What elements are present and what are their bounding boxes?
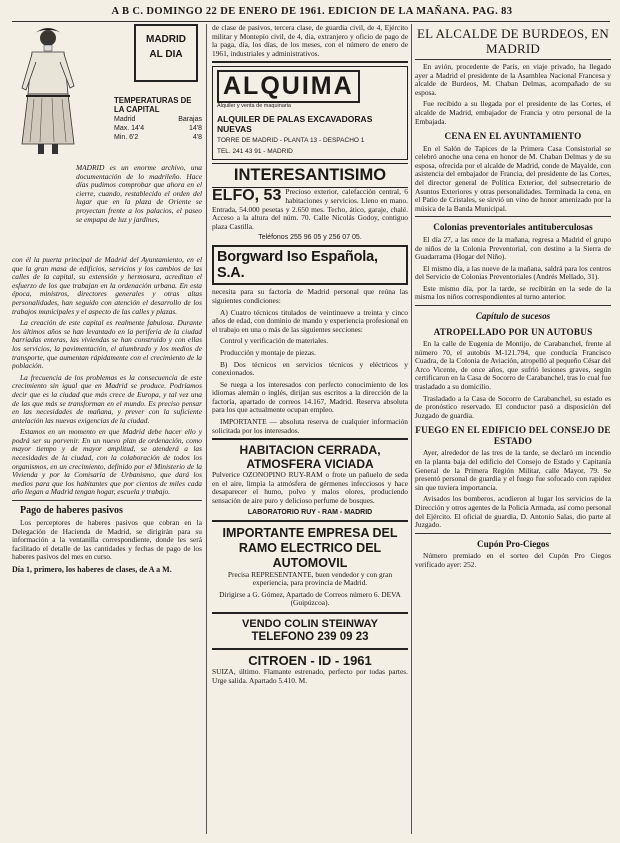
article-paragraph: La frecuencia de los problemas es la consecuencia de este crecimiento sin igual que en Madrid se produce. Podríamos decir que es la ciudad que más crece de Europa, y tal vez una de las que más se transforman en el mundo. Es preciso pensar en las necesidades de mañana, y prever con la suficiente antelación las nuevas exigencias de la ciudad. <box>12 372 202 425</box>
column-divider-1 <box>206 24 207 834</box>
interesantisimo-headline: INTERESANTISIMO <box>212 163 408 188</box>
article-paragraph: Ayer, alrededor de las tres de la tarde, se declaró un incendio en la planta baja del edificio del Consejo de Estado y Capitanía General de la Primera Región Militar, calle Mayor, 79. Se presentó personal de guardia y el fuego fue sofocado con rapidez sin que tuviera importancia. <box>415 448 611 492</box>
ad-paragraph: SUIZA, último. Flamante estrenado, perfecto por todas partes. Urge salida. Apartado 5.410. M. <box>212 667 408 685</box>
laboratory-name: LABORATORIO RUY - RAM - MADRID <box>247 508 373 516</box>
article-paragraph: de clase de pasivos, tercera clase, de guardia civil, de 4, Ejército militar y Montepío civil, de 4, dia, extranjero y oficio de pago de la paga, día, los días, de los meses, con el número de enero de 1961, industriales y administrativos. <box>212 24 408 58</box>
alquima-logo: ALQUIMA <box>217 70 360 103</box>
elfo-address: ELFO, 53 <box>212 187 282 205</box>
header-rule <box>12 21 610 22</box>
article-paragraph: Estamos en un momento en que Madrid debe hacer ello y podrá ser su porvenir. En un nuevo plan de ordenación, como mayor tiempo y de mayor amplitud, se atenderá a las necesidades de la ciudad, con la colaboración de todos los organismos, en un crecimiento, definido por el Ministerio de la Vivienda y por la Comisaría de Urbanismo, que dará los medios para que los habitantes que por cientos de miles cada año llegan a Madrid tengan hogar, escuela y trabajo. <box>12 427 202 497</box>
citroen-headline: CITROEN - ID - 1961 <box>212 648 408 668</box>
article-paragraph: En avión, procedente de París, en viaje privado, ha llegado ayer a Madrid el presidente de la Asamblea Nacional Francesa y alcalde de Burdeos, M. Chaban Delmas, acompañado de su esposa. <box>415 62 611 97</box>
section-rule <box>415 59 611 60</box>
article-paragraph: Avisados los bomberos, acudieron al lugar los servicios de la Dirección y otros agentes de la Policía Armada, así como personal del Ejército. El oficial de guardia, D. Antonio Salas, dio parte al Juzgado. <box>415 494 611 530</box>
section-heading: CENA EN EL AYUNTAMIENTO <box>444 131 582 142</box>
alquima-offer: ALQUILER DE PALAS EXCAVADORAS NUEVAS <box>217 114 373 135</box>
temperatures-panel <box>114 96 202 141</box>
section-rule <box>212 61 408 63</box>
section-rule <box>212 438 408 440</box>
ad-paragraph: Precisa REPRESENTANTE, buen vendedor y con gran experiencia, para provincia de Madrid. <box>227 569 393 588</box>
section-rule <box>212 520 408 522</box>
borgward-logo: Borgward Iso Española, S.A. <box>212 245 408 285</box>
ad-paragraph: A) Cuatro técnicos titulados de veintinueve a treinta y cinco años de edad, con dominio de mando y experiencia profesional en el trabajo en una o más de las siguientes secciones: <box>212 307 408 334</box>
madrid-al-dia-box <box>134 24 198 82</box>
box-line-1: MADRID <box>146 34 186 45</box>
article-paragraph: En la calle de Eugenia de Montijo, de Carabanchel, frente al número 70, el autobús M-121.794, que conducía Francisco Cuadra, de la Colonia de Aviación, atropelló al pequeño César del Arco Vicente, de once años, que sufrió lesiones graves, según certificaron en la Casa de Socorro de Carabanchel, tras lo cual fue trasladado a su domicilio. <box>415 339 611 392</box>
ad-paragraph: Se ruega a los interesados con perfecto conocimiento de los idiomas alemán o inglés, dirijan sus escritos a la dirección de la factoría, apartado de correos 14.167, Madrid. Reserva absoluta para los que actualmente ocupan empleo. <box>212 379 408 415</box>
article-paragraph: El mismo día, a las nueve de la mañana, saldrá para los centros del Servicio de Colonias Preventoriales (Andrés Mellado, 31). <box>415 263 611 282</box>
temps-cell: Barajas <box>178 116 202 123</box>
column-3 <box>415 24 611 836</box>
temps-cell: Madrid <box>114 116 136 123</box>
temps-cell: 14'8 <box>188 125 202 132</box>
temps-row <box>114 134 202 141</box>
section-heading: Colonias preventoriales antituberculosas <box>433 222 593 233</box>
temps-cell: 4'8 <box>192 134 202 141</box>
box-line-2: AL DIA <box>149 49 183 60</box>
article-paragraph: El día 27, a las once de la mañana, regresa a Madrid el grupo de niños de la Colonia Preventorial, con destino a la Sierra de Guadarrama (Hogar del Niño). <box>415 234 611 262</box>
alquima-advertisement <box>212 66 408 160</box>
ad-paragraph: necesita para su factoría de Madrid personal que reúna las siguientes condiciones: <box>212 287 408 305</box>
section-rule <box>12 500 202 501</box>
temps-cell: Min. 6'2 <box>114 134 139 141</box>
ad-paragraph: IMPORTANTE — absoluta reserva de cualquier información solicitada por los interesados. <box>212 417 408 435</box>
article-paragraph: MADRID es un enorme archivo, una documentación de lo madrileño. Hace días pudimos comprobar que ahora en el cierre, cuando, restablecido el orden del lugar que en la plaza de Oriente se proyectan frente a los palacios, el paseo se empapa de luz y jardines, <box>76 163 202 224</box>
article-paragraph: Este mismo día, por la tarde, se recibirán en la sede de la misma los niños correspondientes al turno anterior. <box>415 283 611 302</box>
column-2 <box>212 24 408 836</box>
ad-body-text: Precioso exterior, calefacción central, 6 habitaciones y servicios. Lleno en mano. Entrada, 54.000 pesetas y 2.650 mes. Techo, ático, garaje, chalé. Acceso a la altura del núm. 70. Calle Nicolás Godoy, contiguo plaza Castilla. <box>212 187 408 231</box>
temps-row <box>114 116 202 123</box>
section-rule <box>415 216 611 217</box>
article-paragraph: Los perceptores de haberes pasivos que cobran en la Delegación de Hacienda de Madrid, se dirigirán para su información a la ventanilla correspondiente, donde les será facilitado el detalle de las cantidades y fechas de pago de los haberes pasivos del mes en curso. <box>12 518 202 562</box>
temps-row <box>114 125 202 132</box>
section-rule <box>415 533 611 534</box>
ad-body <box>212 188 408 231</box>
steinway-headline: VENDO COLIN STEINWAY <box>212 612 408 631</box>
temps-title: TEMPERATURAS DE LA CAPITAL <box>114 96 192 114</box>
steinway-phone: TELEFONO 239 09 23 <box>251 631 369 643</box>
article-paragraph: Trasladado a la Casa de Socorro de Carabanchel, su estado es de pronóstico reservado. El conductor pasó a disposición del Juzgado de guardia. <box>415 393 611 420</box>
empresa-headline: IMPORTANTE EMPRESA DEL RAMO ELECTRICO DEL AUTOMOVIL <box>222 525 398 570</box>
column-1 <box>12 24 202 836</box>
article-paragraph: Fue recibido a su llegada por el presidente de las Cortes, el alcalde de Madrid, embajador de Francia y otro personal de la Embajada. <box>415 99 611 126</box>
article-paragraph: En el Salón de Tapices de la Primera Casa Consistorial se celebró anoche una cena en honor de M. Chaban Delmas y de su esposa, ofrecida por el alcalde de Madrid, conde de Mayalde, con asistencia del embajador de Francia, del presidente de las Cortes, del director general de Política Exterior, del subsecretario de Asuntos Exteriores y otras personalidades. Terminada la cena, en el Patio de Cristales, se sirvió un vino de honor amenizado por la música de la Banda Municipal. <box>415 143 611 213</box>
alquima-address: TORRE DE MADRID - PLANTA 13 - DESPACHO 1 <box>217 137 365 145</box>
section-subheading: ATROPELLADO POR UN AUTOBUS <box>433 326 593 337</box>
alquima-tagline: Alquiler y venta de maquinaria <box>217 103 291 110</box>
ad-paragraph: B) Dos técnicos en servicios técnicos y eléctricos y conexionados. <box>212 359 408 378</box>
habitacion-headline: HABITACION CERRADA, ATMOSFERA VICIADA <box>239 443 381 472</box>
column-divider-2 <box>411 24 412 834</box>
article-paragraph-bold: Día 1, primero, los haberes de clases, de A a M. <box>12 565 172 574</box>
ad-phones: Teléfonos 255 96 05 y 256 07 05. <box>258 234 362 242</box>
ad-paragraph: Pulverice OZONOPINO RUY-RAM o frote un pañuelo de seda en el aire, limpia la atmósfera de gérmenes infecciosos y hace desaparecer el humo, polvo y malos olores, produciendo sensación de aire puro y delicioso perfume de bosques. <box>212 470 408 506</box>
section-subheading: FUEGO EN EL EDIFICIO DEL CONSEJO DE ESTADO <box>415 425 611 446</box>
article-body <box>12 256 202 576</box>
article-paragraph: La creación de este capital es realmente fabulosa. Durante los últimos años se han levantado en la periferia de la ciudad barriadas enteras, las viviendas se han construido y con ellas los servicios, la pavimentación, el alumbrado y los medios de transporte, que aumentan rápidamente con el crecimiento de la población. <box>12 318 202 371</box>
page-header: A B C. DOMINGO 22 DE ENERO DE 1961. EDICION DE LA MAÑANA. PAG. 83 <box>111 6 513 17</box>
ad-paragraph: Control y verificación de materiales. <box>220 336 329 346</box>
ad-paragraph: Dirigirse a G. Gómez, Apartado de Correos número 6. DEVA (Guipúzcoa). <box>219 589 401 608</box>
article-headline: EL ALCALDE DE BURDEOS, EN MADRID <box>417 26 609 56</box>
section-heading: Pago de haberes pasivos <box>20 505 123 517</box>
article-paragraph: con él la puerta principal de Madrid del Ayuntamiento, en el que la gran masa de edificios, servicios y los cambios de las calles de la capital, su extensión y hermosura, acreditan el esfuerzo de los que trabajan en la ordenación urbana. En esta época, ministros, directores generales y otras altas personalidades, han seguido con atención el desarrollo de los trabajos municipales y el aspecto de las calles y plazas. <box>12 255 202 316</box>
section-heading: Capítulo de sucesos <box>475 311 551 322</box>
section-heading: Cupón Pro-Ciegos <box>476 538 550 549</box>
temps-cell: Max. 14'4 <box>114 125 145 132</box>
fashion-figure-illustration <box>12 24 84 159</box>
intro-text-block <box>76 164 202 227</box>
section-rule <box>415 305 611 306</box>
alquima-phone: TEL. 241 43 91 - MADRID <box>217 148 293 156</box>
ad-paragraph: Producción y montaje de piezas. <box>220 347 316 357</box>
article-paragraph: Número premiado en el sorteo del Cupón Pro Ciegos verificado ayer: 252. <box>415 551 611 569</box>
